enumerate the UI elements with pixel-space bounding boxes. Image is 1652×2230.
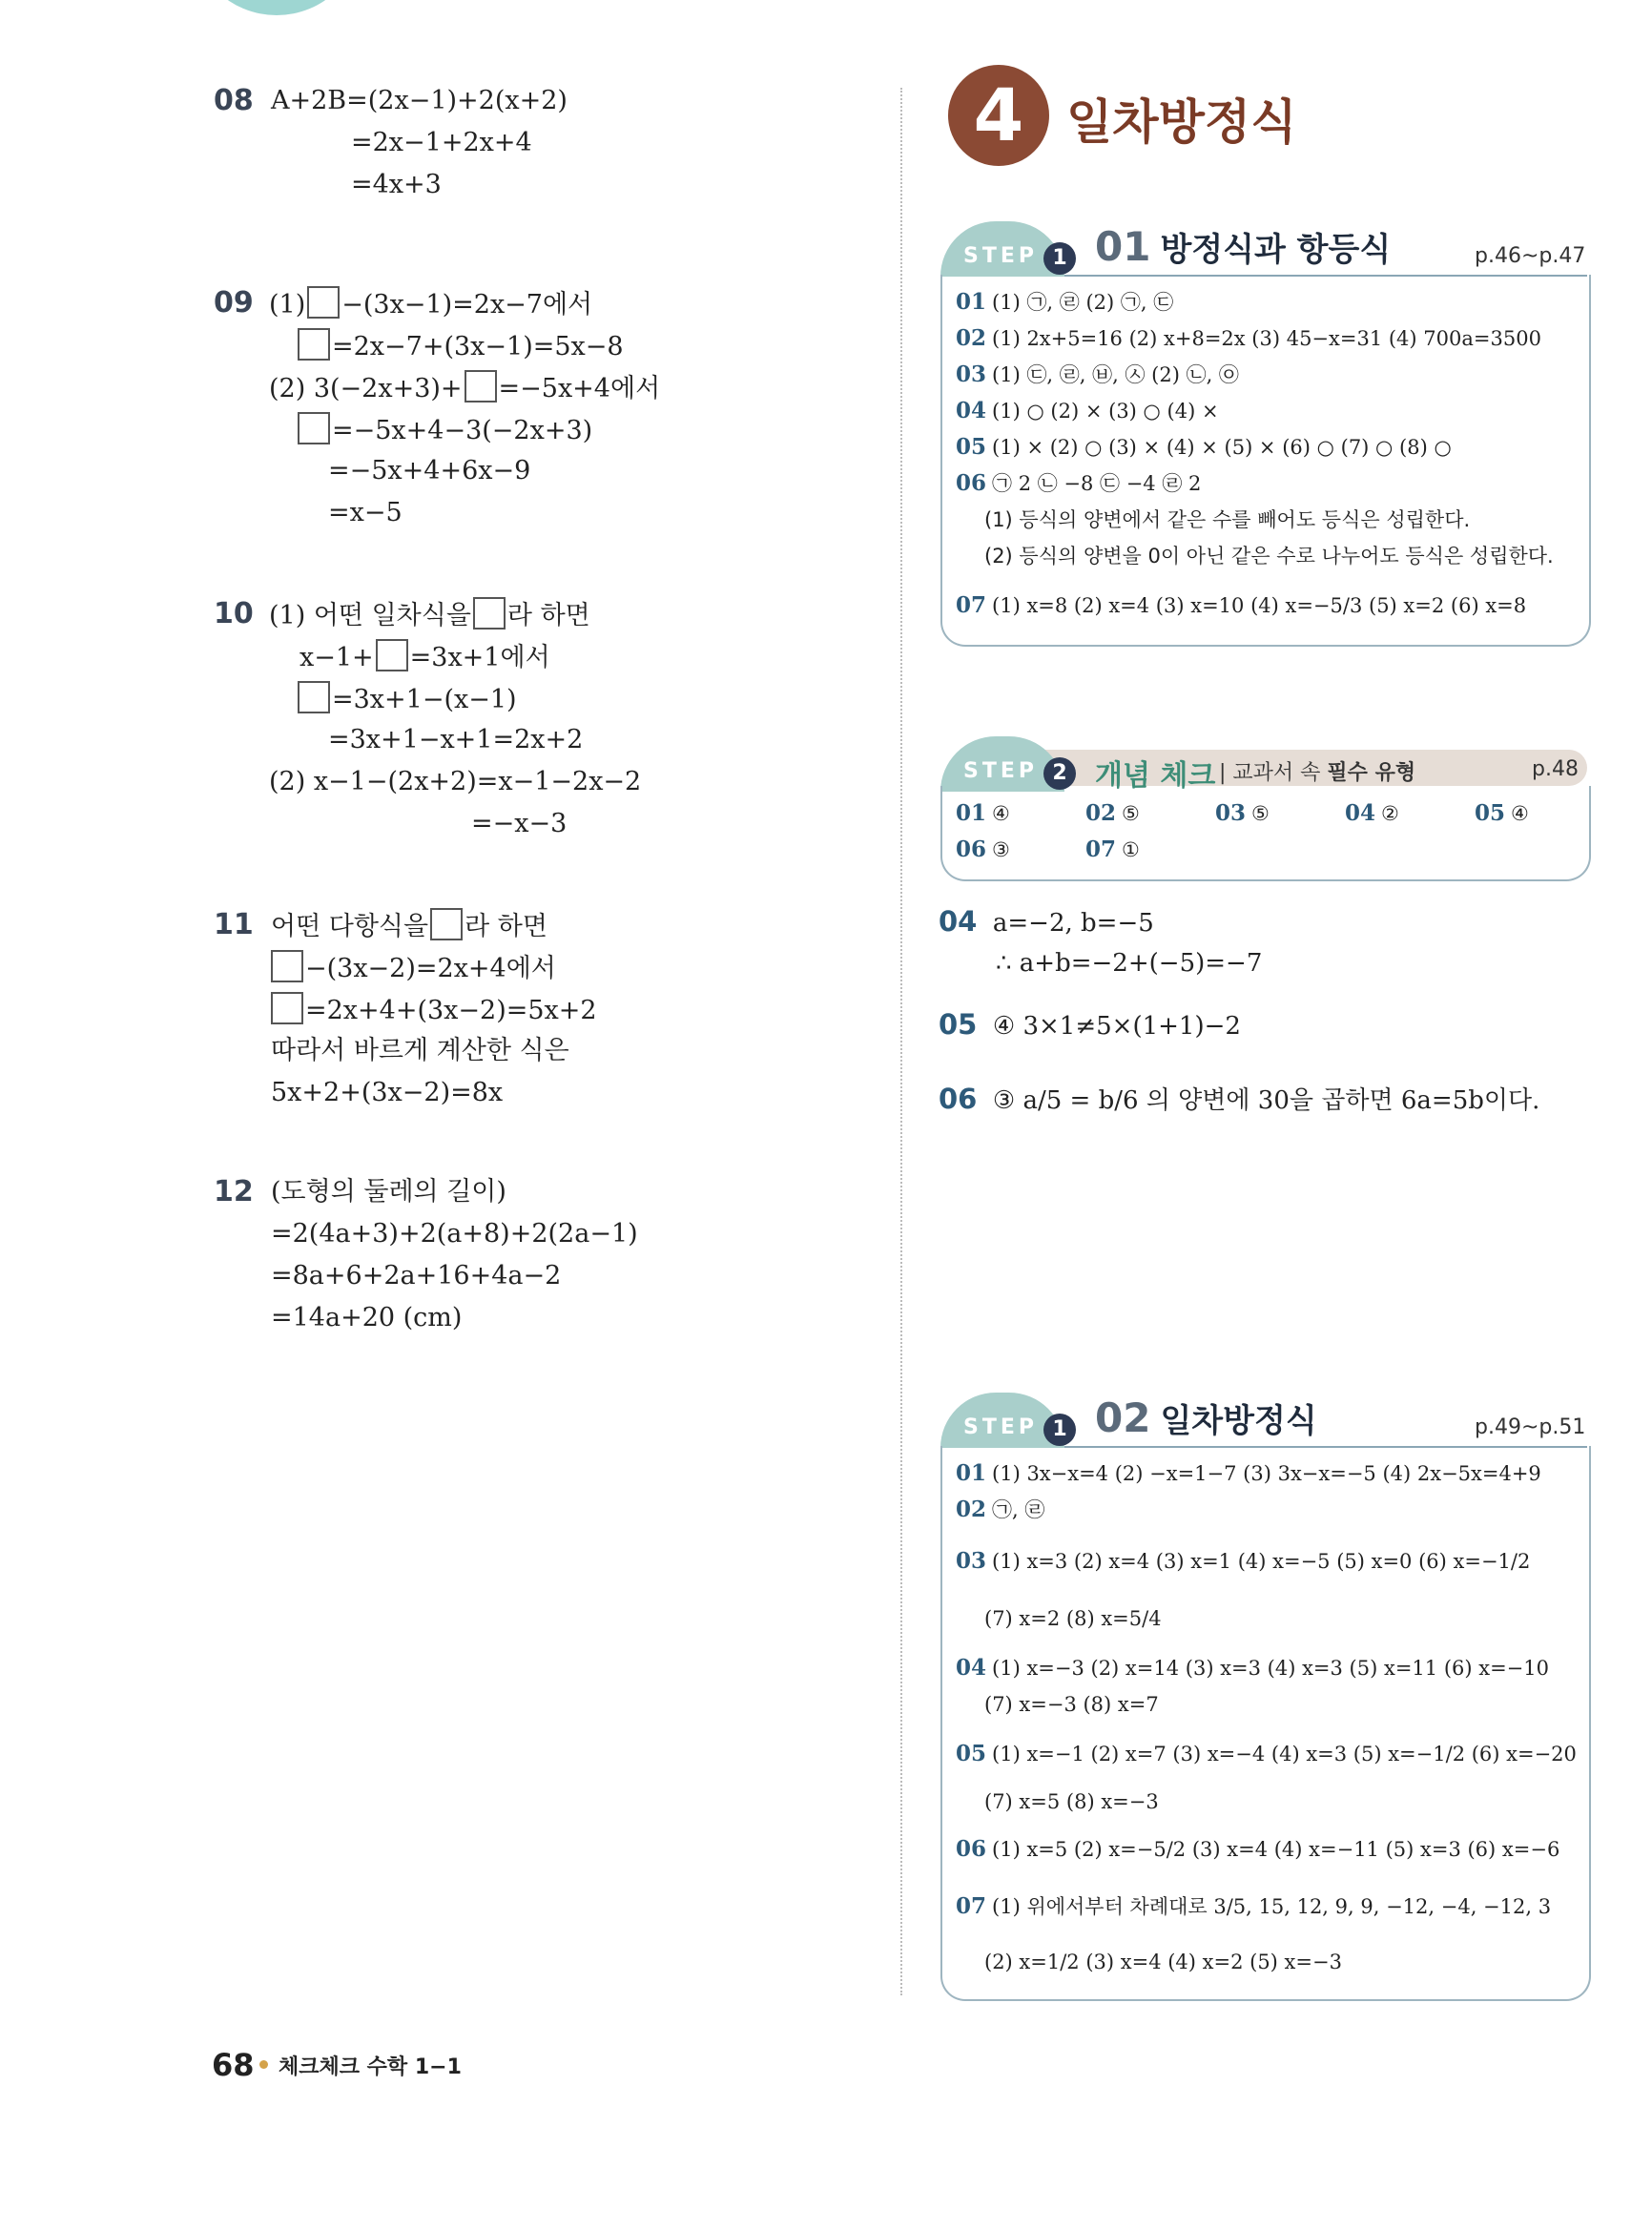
answer-note: (1) 등식의 양변에서 같은 수를 빼어도 등식은 성립한다. (984, 508, 1471, 531)
solution-line: =−5x+4+6x−9 (328, 456, 531, 485)
solution-line: =−5x+4−3(−2x+3) (296, 412, 592, 448)
problem-number: 08 (214, 84, 254, 117)
solution-05: 05 ④ 3×1≠5×(1+1)−2 (939, 1008, 1241, 1041)
solution-line: =2x+4+(3x−2)=5x+2 (269, 992, 597, 1028)
answer-row: (7) x=2 (8) x=5/4 (984, 1607, 1162, 1630)
solution-line: =4x+3 (351, 170, 442, 199)
answer-row: 03 (1) ㉢, ㉣, ㉥, ㉦ (2) ㉡, ㉧ (956, 361, 1239, 387)
blank-box (298, 681, 330, 713)
solution-line: =x−5 (328, 498, 403, 527)
problem-number: 12 (214, 1175, 254, 1208)
answer-row: 01 (1) 3x−x=4 (2) −x=1−7 (3) 3x−x=−5 (4) 2x−5x=4+9 (956, 1460, 1541, 1486)
blank-box (298, 328, 330, 361)
answer-note: (2) 등식의 양변을 0이 아닌 같은 수로 나누어도 등식은 성립한다. (984, 545, 1554, 568)
problem-number: 09 (214, 286, 254, 320)
section-title: 01 방정식과 항등식 (1095, 223, 1392, 270)
step-tab: STEP (940, 1393, 1064, 1448)
chapter-number-badge: 4 (948, 65, 1049, 166)
answer-row: 04 (1) ○ (2) × (3) ○ (4) × (956, 398, 1219, 423)
answer-row: (7) x=−3 (8) x=7 (984, 1693, 1159, 1716)
problem-number: 11 (214, 908, 254, 941)
step-number-badge: 2 (1043, 757, 1076, 790)
solution-line: (1) −(3x−1)=2x−7에서 (269, 286, 592, 322)
column-divider (900, 88, 902, 1995)
solution-line: =14a+20 (cm) (271, 1303, 463, 1332)
solution-line: =2(4a+3)+2(a+8)+2(2a−1) (271, 1219, 638, 1249)
solution-line: 어떤 다항식을 라 하면 (271, 908, 547, 944)
solution-06: 06 ③ a/5 = b/6 의 양변에 30을 곱하면 6a=5b이다. (939, 1083, 1540, 1115)
blank-box (376, 639, 408, 671)
solution-line: =8a+6+2a+16+4a−2 (271, 1261, 562, 1291)
solution-line: 따라서 바르게 계산한 식은 (271, 1036, 569, 1065)
blank-box (298, 412, 330, 444)
answer-row: 02 ㉠, ㉣ (956, 1497, 1045, 1522)
answer-row: 05 (1) × (2) ○ (3) × (4) × (5) × (6) ○ (7) ○ (8) ○ (956, 434, 1452, 460)
solution-line: −(3x−2)=2x+4에서 (269, 950, 556, 986)
book-title: 체크체크 수학 1−1 (279, 2055, 462, 2079)
blank-box (473, 597, 506, 630)
answer-row: (7) x=5 (8) x=−3 (984, 1790, 1159, 1813)
answer-row: (2) x=1/2 (3) x=4 (4) x=2 (5) x=−3 (984, 1951, 1342, 1973)
answer-item: 05 ④ (1475, 800, 1529, 826)
step-tab: STEP (940, 221, 1064, 277)
top-decoration (191, 0, 362, 15)
page-number: 68 (212, 2047, 255, 2083)
step-tab: STEP (940, 736, 1064, 792)
solution-line: =−x−3 (471, 809, 568, 838)
step-number-badge: 1 (1043, 1414, 1076, 1446)
section-title: 02 일차방정식 (1095, 1394, 1317, 1441)
blank-box (430, 908, 463, 940)
blank-box (271, 992, 303, 1024)
solution-line: =3x+1−x+1=2x+2 (328, 725, 584, 754)
answer-row: 06 (1) x=5 (2) x=−5/2 (3) x=4 (4) x=−11 (5) x=3 (6) x=−6 (956, 1836, 1560, 1862)
answer-row: 01 (1) ㉠, ㉣ (2) ㉠, ㉢ (956, 289, 1174, 315)
solution-line: 5x+2+(3x−2)=8x (271, 1078, 504, 1107)
page-range: p.46~p.47 (1475, 244, 1586, 268)
step-number-badge: 1 (1043, 242, 1076, 275)
page-range: p.48 (1532, 757, 1579, 781)
solution-line: A+2B=(2x−1)+2(x+2) (271, 86, 568, 115)
solution-line: (1) 어떤 일차식을 라 하면 (269, 597, 590, 633)
solution-line: x−1+ =3x+1에서 (299, 639, 550, 675)
chapter-title: 일차방정식 (1066, 94, 1297, 150)
answer-item: 07 ① (1085, 836, 1140, 862)
answer-item: 06 ③ (956, 836, 1010, 862)
solution-line: (2) x−1−(2x+2)=x−1−2x−2 (269, 767, 642, 796)
footer-bullet (259, 2060, 268, 2069)
answer-item: 04 ② (1345, 800, 1399, 826)
solution-line: =2x−1+2x+4 (351, 128, 532, 157)
answer-row: 07 (1) 위에서부터 차례대로 3/5, 15, 12, 9, 9, −12, −4, −12, 3 (956, 1893, 1552, 1919)
answer-row: 06 ㉠ 2 ㉡ −8 ㉢ −4 ㉣ 2 (956, 470, 1202, 496)
blank-box (307, 286, 340, 319)
page-range: p.49~p.51 (1475, 1415, 1586, 1439)
solution-line: (도형의 둘레의 길이) (271, 1177, 506, 1207)
answer-row: 02 (1) 2x+5=16 (2) x+8=2x (3) 45−x=31 (4) 700a=3500 (956, 325, 1541, 351)
blank-box (271, 950, 303, 982)
answer-row: 04 (1) x=−3 (2) x=14 (3) x=3 (4) x=3 (5) x=11 (6) x=−10 (956, 1655, 1549, 1681)
answer-item: 03 ⑤ (1215, 800, 1270, 826)
section-subtitle: | 교과서 속 필수 유형 (1219, 761, 1416, 785)
section-title: 개념 체크 (1095, 759, 1216, 793)
solution-04: 04 a=−2, b=−5 (939, 905, 1154, 938)
solution-line: =2x−7+(3x−1)=5x−8 (296, 328, 624, 364)
solution-line: (2) 3(−2x+3)+ =−5x+4에서 (269, 370, 660, 406)
blank-box (465, 370, 497, 403)
answer-row: 07 (1) x=8 (2) x=4 (3) x=10 (4) x=−5/3 (5) x=2 (6) x=8 (956, 592, 1527, 618)
solution-line: =3x+1−(x−1) (296, 681, 517, 717)
answer-item: 02 ⑤ (1085, 800, 1140, 826)
answer-row: 03 (1) x=3 (2) x=4 (3) x=1 (4) x=−5 (5) x=0 (6) x=−1/2 (956, 1548, 1531, 1574)
answer-item: 01 ④ (956, 800, 1010, 826)
answer-row: 05 (1) x=−1 (2) x=7 (3) x=−4 (4) x=3 (5) x=−1/2 (6) x=−20 (956, 1741, 1577, 1766)
solution-line: ∴ a+b=−2+(−5)=−7 (996, 949, 1263, 978)
problem-number: 10 (214, 597, 254, 630)
